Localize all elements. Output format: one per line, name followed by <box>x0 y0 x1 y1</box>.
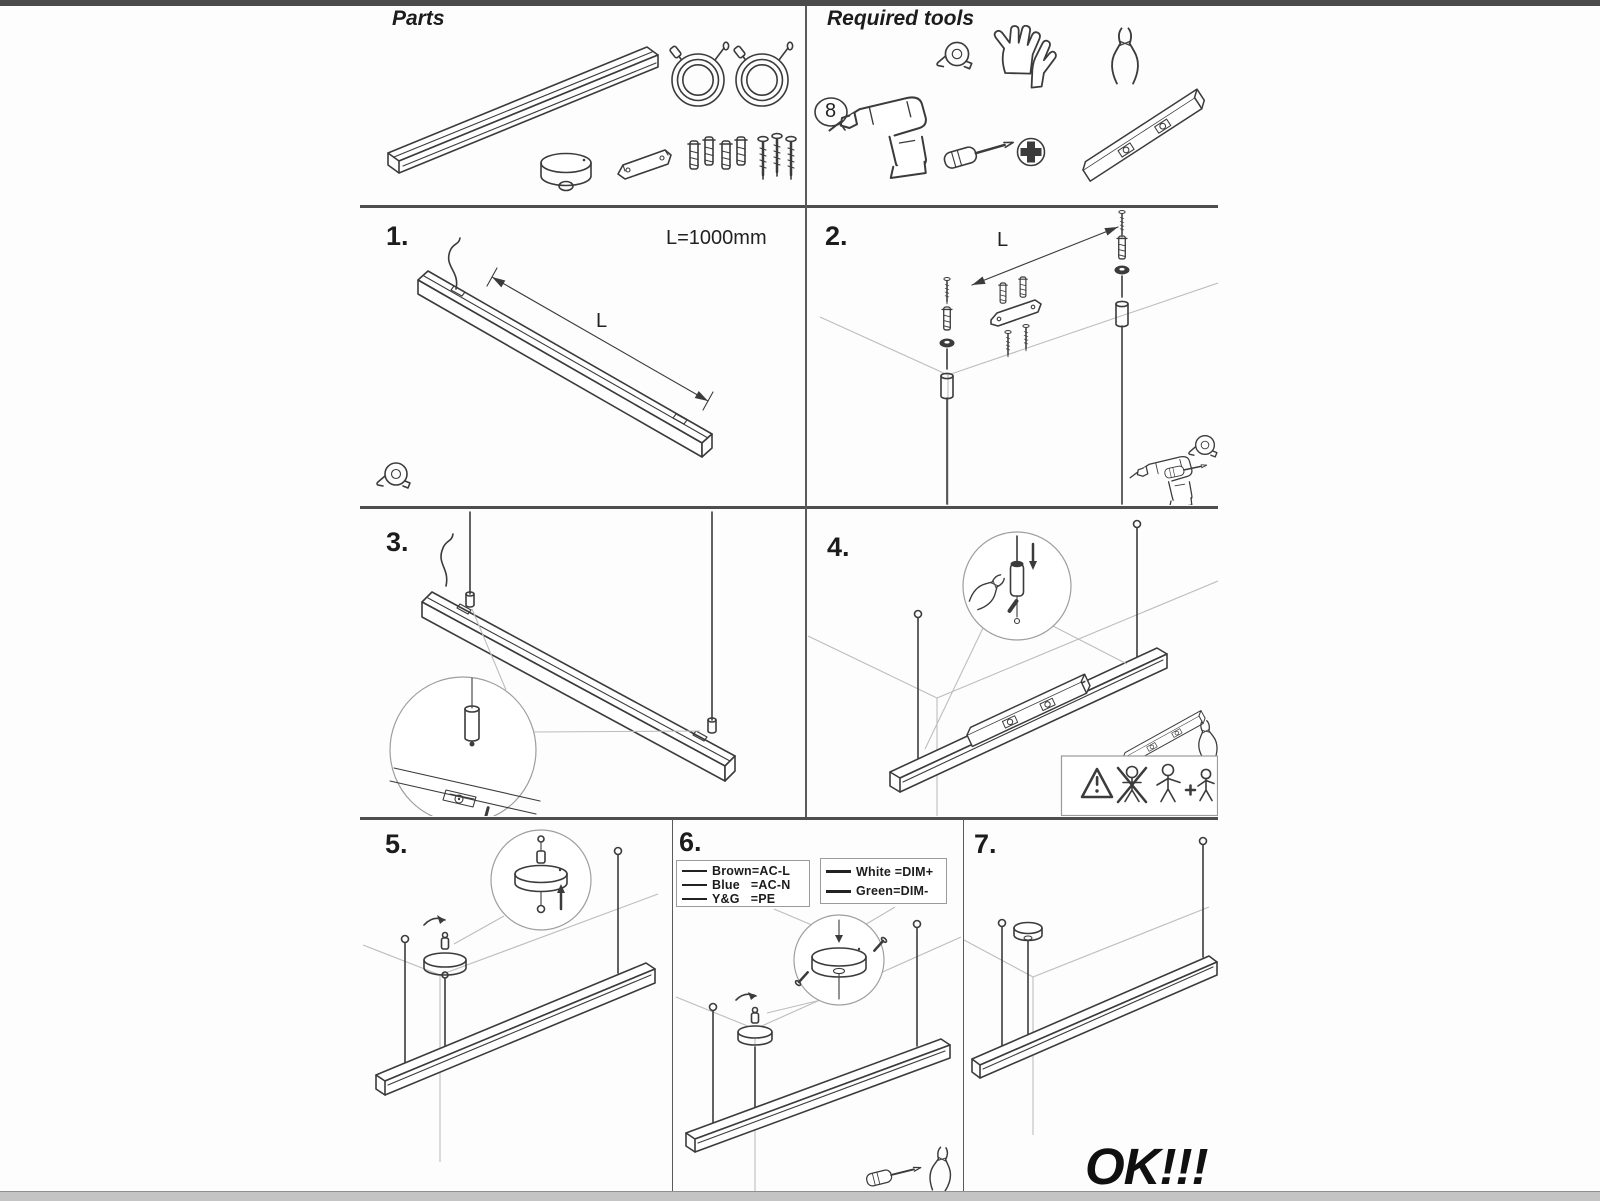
legend-entry-label: Blue =AC-N <box>712 878 791 892</box>
legend-entry <box>826 884 942 898</box>
wall-anchor-icon <box>703 137 715 165</box>
suspension-cable <box>710 1004 717 1124</box>
step4-illustration <box>807 509 1218 816</box>
gloves-icon <box>995 26 1056 88</box>
canopy-slide-assembly <box>424 915 466 1046</box>
screwdriver-icon <box>865 1162 922 1188</box>
legend-entry-label: Green=DIM- <box>856 884 929 899</box>
wire-line-icon <box>682 870 707 873</box>
legend-entry <box>682 878 805 892</box>
step4-number: 4. <box>827 532 850 562</box>
step1-dimension-label: L <box>596 310 608 332</box>
suspension-cable <box>915 611 922 759</box>
phillips-head-icon <box>1018 139 1045 166</box>
pliers-icon <box>929 1146 954 1191</box>
tape-measure-icon <box>1189 436 1217 457</box>
step7-number: 7. <box>974 829 997 859</box>
tape-measure-icon <box>377 463 410 488</box>
step1-length-note: L=1000mm <box>666 227 767 249</box>
step5-number: 5. <box>385 829 408 859</box>
screw-icon <box>758 137 768 179</box>
step6-number: 6. <box>679 827 702 857</box>
step1-illustration <box>360 208 805 505</box>
step2-illustration <box>807 208 1218 505</box>
suspension-cable-coil-icon <box>733 42 792 106</box>
detail-leader-line <box>454 916 504 944</box>
legend-entry-label: Y&G =PE <box>712 892 776 906</box>
drill-icon <box>1130 457 1192 505</box>
drill-bit-size-label: 8 <box>825 100 837 122</box>
light-bar-icon <box>418 271 712 457</box>
step3-number: 3. <box>386 527 409 557</box>
step2-dimension-label: L <box>997 229 1009 251</box>
screw-icon <box>786 137 796 179</box>
wire-line-icon <box>826 890 851 893</box>
step1-number: 1. <box>386 221 409 251</box>
step7-illustration <box>964 820 1218 1191</box>
step3-illustration <box>360 509 805 816</box>
canopy-slide-assembly <box>736 992 772 1108</box>
legend-entry <box>826 865 942 879</box>
wall-anchor-icon <box>720 141 732 169</box>
suspension-cable <box>1200 838 1207 958</box>
light-bar-icon <box>686 1039 950 1152</box>
wire-line-icon <box>682 884 707 887</box>
legend-entry <box>682 892 805 906</box>
legend-entry-label: Brown=AC-L <box>712 864 791 878</box>
wire-line-icon <box>826 870 851 873</box>
suspension-cable <box>914 921 921 1047</box>
power-wire-icon <box>449 238 460 289</box>
light-bar-icon <box>972 956 1217 1078</box>
tape-measure-icon <box>937 42 972 68</box>
legend-entry-label: White =DIM+ <box>856 864 934 879</box>
parts-illustration <box>360 6 805 205</box>
suspension-cable <box>999 920 1006 1047</box>
pliers-icon <box>1112 28 1138 83</box>
suspension-point-exploded-right <box>1115 211 1130 504</box>
wire-line-icon <box>682 898 707 901</box>
drill-icon <box>830 97 926 178</box>
legend-entry <box>682 864 805 878</box>
light-bar-icon <box>376 963 655 1095</box>
suspension-cable-coil-icon <box>669 42 728 106</box>
power-wire-icon <box>441 534 453 586</box>
screwdriver-icon <box>943 135 1016 170</box>
tools-illustration <box>807 6 1218 205</box>
mounting-bracket-icon <box>618 150 671 179</box>
bracket-exploded-assembly <box>991 277 1041 357</box>
light-bar-icon <box>388 47 658 173</box>
step2-number: 2. <box>825 221 848 251</box>
tools-panel-title: Required tools <box>827 7 975 30</box>
screw-icon <box>772 134 782 176</box>
spirit-level-icon <box>1080 89 1207 181</box>
warning-box <box>1062 756 1218 816</box>
parts-panel-title: Parts <box>392 7 445 30</box>
suspension-point-exploded-left <box>940 278 955 504</box>
wiring-legend-power <box>676 860 810 907</box>
wiring-legend-dimming <box>820 858 947 904</box>
step5-illustration <box>360 820 670 1191</box>
length-dimension-arrow <box>972 227 1118 285</box>
canopy-installed <box>1014 923 1042 1035</box>
wall-anchor-icon <box>735 137 747 165</box>
ceiling-canopy-icon <box>541 154 591 191</box>
suspension-cable <box>402 936 409 1064</box>
suspension-cable <box>1134 521 1141 658</box>
wall-anchor-icon <box>688 141 700 169</box>
ok-finished-text: OK!!! <box>1085 1138 1208 1195</box>
